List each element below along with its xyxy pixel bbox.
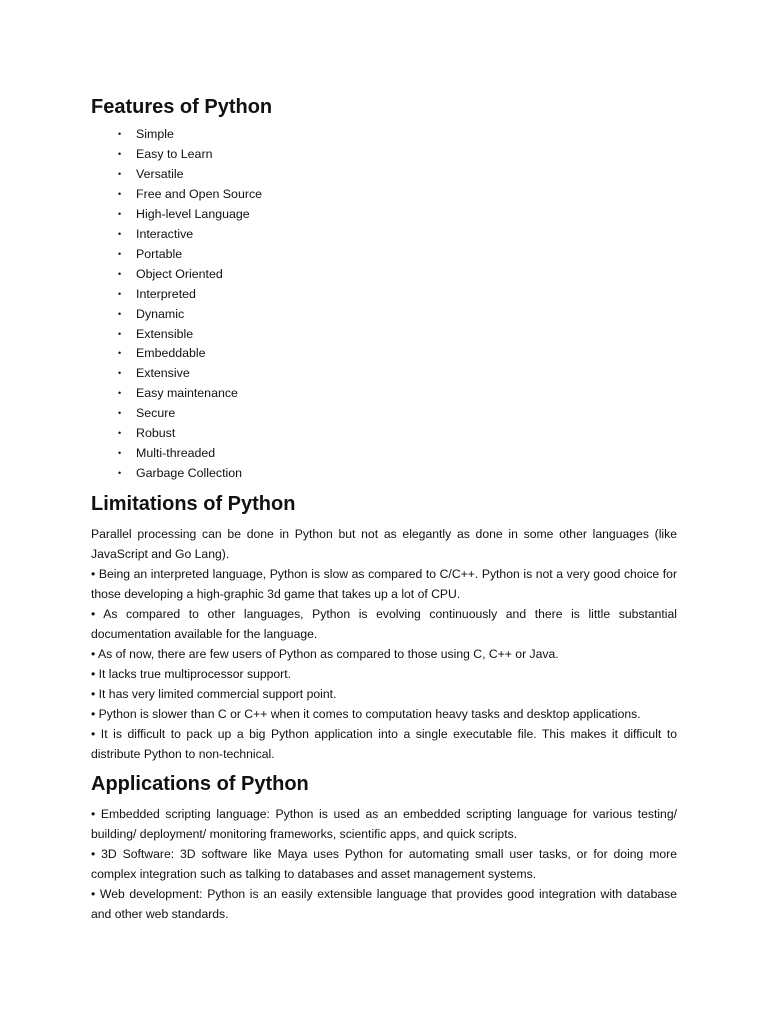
application-paragraph: • Embedded scripting language: Python is used as an embedded scripting language for various testing/ building/ deployment/ monitoring frameworks, scientific apps, and quick scripts. (91, 807, 677, 842)
list-item: • Interpreted (91, 285, 677, 305)
application-paragraph: • Web development: Python is an easily extensible language that provides good integration with database and other web standards. (91, 887, 677, 922)
limitation-paragraph: • Being an interpreted language, Python is slow as compared to C/C++. Python is not a very good choice for those developing a high-graphic 3d game that takes up a lot of CPU. (91, 567, 677, 602)
list-item: • Versatile (91, 165, 677, 185)
list-item: • Extensible (91, 325, 677, 345)
applications-heading: Applications of Python (91, 773, 309, 796)
list-item: • Multi-threaded (91, 444, 677, 464)
bullet-icon: • (118, 388, 122, 399)
list-item: • Simple (91, 125, 677, 145)
bullet-icon: • (118, 248, 122, 259)
bullet-icon: • (118, 129, 122, 139)
bullet-icon: • (118, 328, 122, 339)
limitation-paragraph: • As of now, there are few users of Python as compared to those using C, C++ or Java. (91, 647, 559, 662)
bullet-icon: • (118, 168, 122, 179)
list-item: • Robust (91, 424, 677, 444)
list-item: • Garbage Collection (91, 464, 677, 484)
limitations-heading: Limitations of Python (91, 493, 296, 516)
features-list (91, 125, 677, 484)
application-paragraph: • 3D Software: 3D software like Maya uses Python for automating small user tasks, or for doing more complex integration such as talking to databases and asset management systems. (91, 847, 677, 882)
limitation-paragraph: • It lacks true multiprocessor support. (91, 667, 292, 682)
limitation-paragraph: Parallel processing can be done in Python but not as elegantly as done in some other languages (like JavaScript and Go Lang). (91, 527, 677, 562)
list-item: • Easy maintenance (91, 384, 677, 404)
list-item: • Portable (91, 245, 677, 265)
bullet-icon: • (118, 408, 122, 419)
list-item: • Free and Open Source (91, 185, 677, 205)
limitation-paragraph: • As compared to other languages, Python is evolving continuously and there is little substantial documentation available for the language. (91, 607, 677, 642)
limitation-paragraph: • It has very limited commercial support point. (91, 687, 337, 702)
list-item: • Object Oriented (91, 265, 677, 285)
bullet-icon: • (118, 368, 122, 379)
bullet-icon: • (118, 148, 122, 159)
list-item: • Interactive (91, 225, 677, 245)
limitation-paragraph: • Python is slower than C or C++ when it comes to computation heavy tasks and desktop applications. (91, 707, 641, 722)
list-item: • Secure (91, 404, 677, 424)
list-item: • Embeddable (91, 344, 677, 364)
bullet-icon: • (118, 348, 122, 359)
bullet-icon: • (118, 468, 122, 479)
bullet-icon: • (118, 228, 122, 239)
bullet-icon: • (118, 188, 122, 199)
list-item: • Dynamic (91, 305, 677, 325)
applications-section (91, 804, 677, 924)
bullet-icon: • (118, 268, 122, 279)
bullet-icon: • (118, 208, 122, 219)
document-page (91, 88, 677, 924)
limitation-paragraph: • It is difficult to pack up a big Python application into a single executable file. This makes it difficult to distribute Python to non-technical. (91, 727, 677, 762)
features-heading: Features of Python (91, 96, 273, 118)
list-item: • Extensive (91, 364, 677, 384)
list-item: • High-level Language (91, 205, 677, 225)
bullet-icon: • (118, 308, 122, 319)
list-item: • Easy to Learn (91, 145, 677, 165)
bullet-icon: • (118, 448, 122, 459)
limitations-section (91, 524, 677, 764)
bullet-icon: • (118, 428, 122, 439)
bullet-icon: • (118, 288, 122, 299)
